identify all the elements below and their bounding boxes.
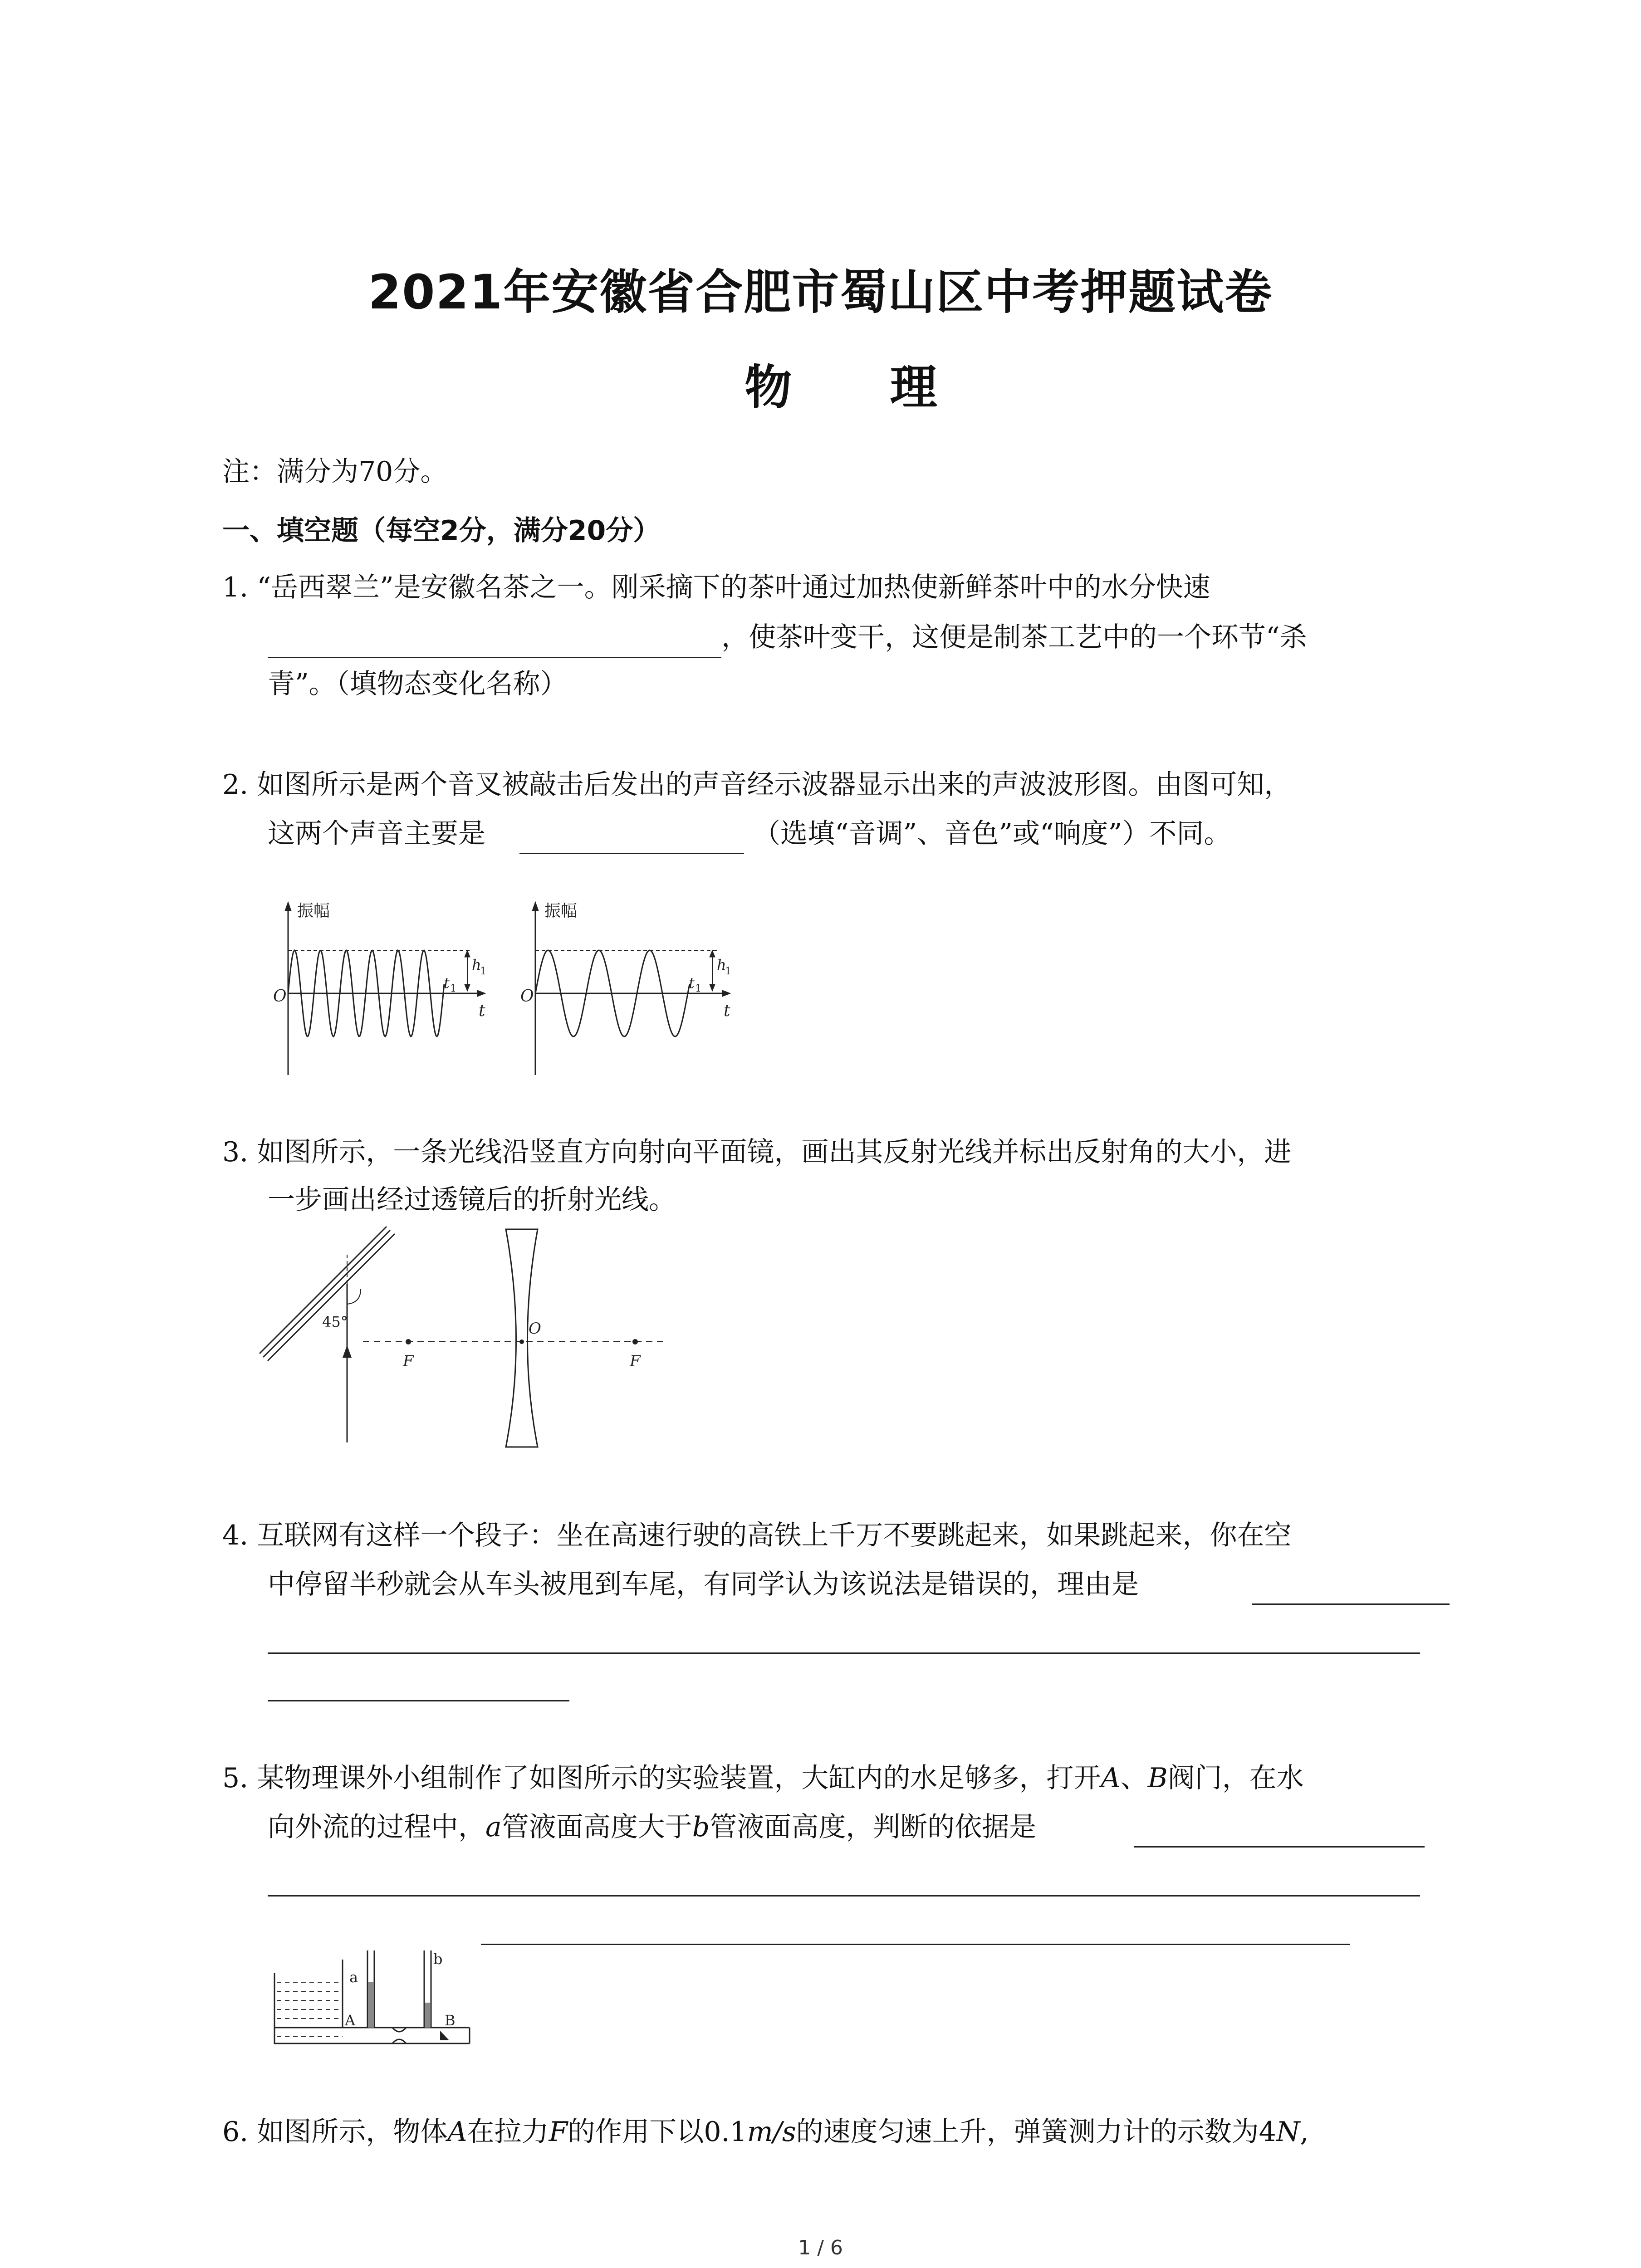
amplitude-label-left: 振幅	[297, 902, 330, 920]
q2-line2b: （选填“音调”、音色”或“响度”）不同。	[753, 818, 1231, 850]
q1-line3: 青”。（填物态变化名称）	[268, 668, 568, 700]
t1-label-left: t	[444, 974, 450, 992]
pipe-constriction	[392, 2028, 406, 2043]
q5-answer-blank-1[interactable]	[1134, 1846, 1425, 1848]
optics-figure	[259, 1225, 685, 1452]
svg-text:1: 1	[450, 983, 456, 994]
focus-left-label: F	[403, 1352, 414, 1370]
valve-b	[440, 2031, 449, 2040]
q1-line1: 1. “岳西翠兰”是安徽名茶之一。刚采摘下的茶叶通过加热使新鲜茶叶中的水分快速	[222, 572, 1210, 603]
tube-a-liquid	[368, 1982, 374, 2028]
tank-figure	[270, 1946, 479, 2055]
h1-label-right: h	[717, 956, 726, 973]
q5-answer-blank-3[interactable]	[481, 1944, 1350, 1945]
concave-lens	[506, 1229, 538, 1447]
page-number: 1 / 6	[798, 2236, 843, 2259]
q2-answer-blank[interactable]	[519, 853, 744, 854]
h1-label-left: h	[472, 956, 481, 973]
optical-center-point	[519, 1339, 524, 1344]
q1-answer-blank[interactable]	[268, 657, 721, 658]
q4-line1: 4. 互联网有这样一个段子：坐在高速行驶的高铁上千万不要跳起来，如果跳起来，你在空	[222, 1520, 1292, 1551]
subject-title: 物 理	[745, 360, 978, 415]
q1-line2: ，使茶叶变干，这便是制茶工艺中的一个环节“杀	[721, 621, 1307, 653]
amplitude-label-right: 振幅	[544, 902, 578, 920]
q3-line2: 一步画出经过透镜后的折射光线。	[268, 1184, 676, 1216]
incident-ray	[343, 1284, 351, 1442]
section-heading: 一、填空题（每空2分，满分20分）	[222, 515, 661, 547]
optical-center-label: O	[529, 1320, 541, 1338]
waveform-figure	[254, 898, 744, 1080]
focus-right-point	[632, 1339, 638, 1344]
valve-b-label: B	[445, 2012, 456, 2029]
q5-answer-blank-2[interactable]	[268, 1895, 1420, 1897]
exam-title: 2021年安徽省合肥市蜀山区中考押题试卷	[368, 264, 1273, 320]
tube-a-label: a	[349, 1969, 358, 1986]
origin-label-left: O	[273, 987, 287, 1006]
angle-label: 45°	[322, 1313, 348, 1330]
q4-line2: 中停留半秒就会从车头被甩到车尾，有同学认为该说法是错误的，理由是	[268, 1569, 1139, 1600]
q4-answer-blank-3[interactable]	[268, 1700, 569, 1701]
svg-text:1: 1	[695, 983, 701, 994]
angle-arc	[347, 1289, 361, 1304]
svg-text:1: 1	[725, 966, 731, 977]
q2-line2a: 这两个声音主要是	[268, 818, 485, 850]
tube-b-liquid	[425, 2003, 431, 2028]
q5-line1: 5. 某物理课外小组制作了如图所示的实验装置，大缸内的水足够多，打开A、B阀门，在水	[222, 1762, 1304, 1794]
time-label-left: t	[479, 1002, 485, 1020]
q6-line1: 6. 如图所示，物体A在拉力F的作用下以0.1m/s的速度匀速上升，弹簧测力计的示数为4N,	[222, 2116, 1309, 2148]
valve-a-label: A	[345, 2012, 356, 2029]
score-note: 注：满分为70分。	[222, 456, 448, 488]
q5-line2: 向外流的过程中，a管液面高度大于b管液面高度，判断的依据是	[268, 1811, 1037, 1843]
q4-answer-blank-2[interactable]	[268, 1652, 1420, 1654]
water-surface	[277, 1982, 343, 2037]
t1-label-right: t	[689, 974, 695, 992]
svg-text:1: 1	[480, 966, 486, 977]
focus-right-label: F	[630, 1352, 641, 1370]
origin-label-right: O	[520, 987, 534, 1006]
q2-line1: 2. 如图所示是两个音叉被敲击后发出的声音经示波器显示出来的声波波形图。由图可知，	[222, 769, 1292, 801]
tube-b-label: b	[433, 1950, 443, 1968]
q3-line1: 3. 如图所示，一条光线沿竖直方向射向平面镜，画出其反射光线并标出反射角的大小，进	[222, 1136, 1292, 1168]
time-label-right: t	[724, 1002, 730, 1020]
plane-mirror	[260, 1227, 395, 1361]
q4-answer-blank-1[interactable]	[1252, 1603, 1450, 1605]
focus-left-point	[406, 1339, 411, 1344]
